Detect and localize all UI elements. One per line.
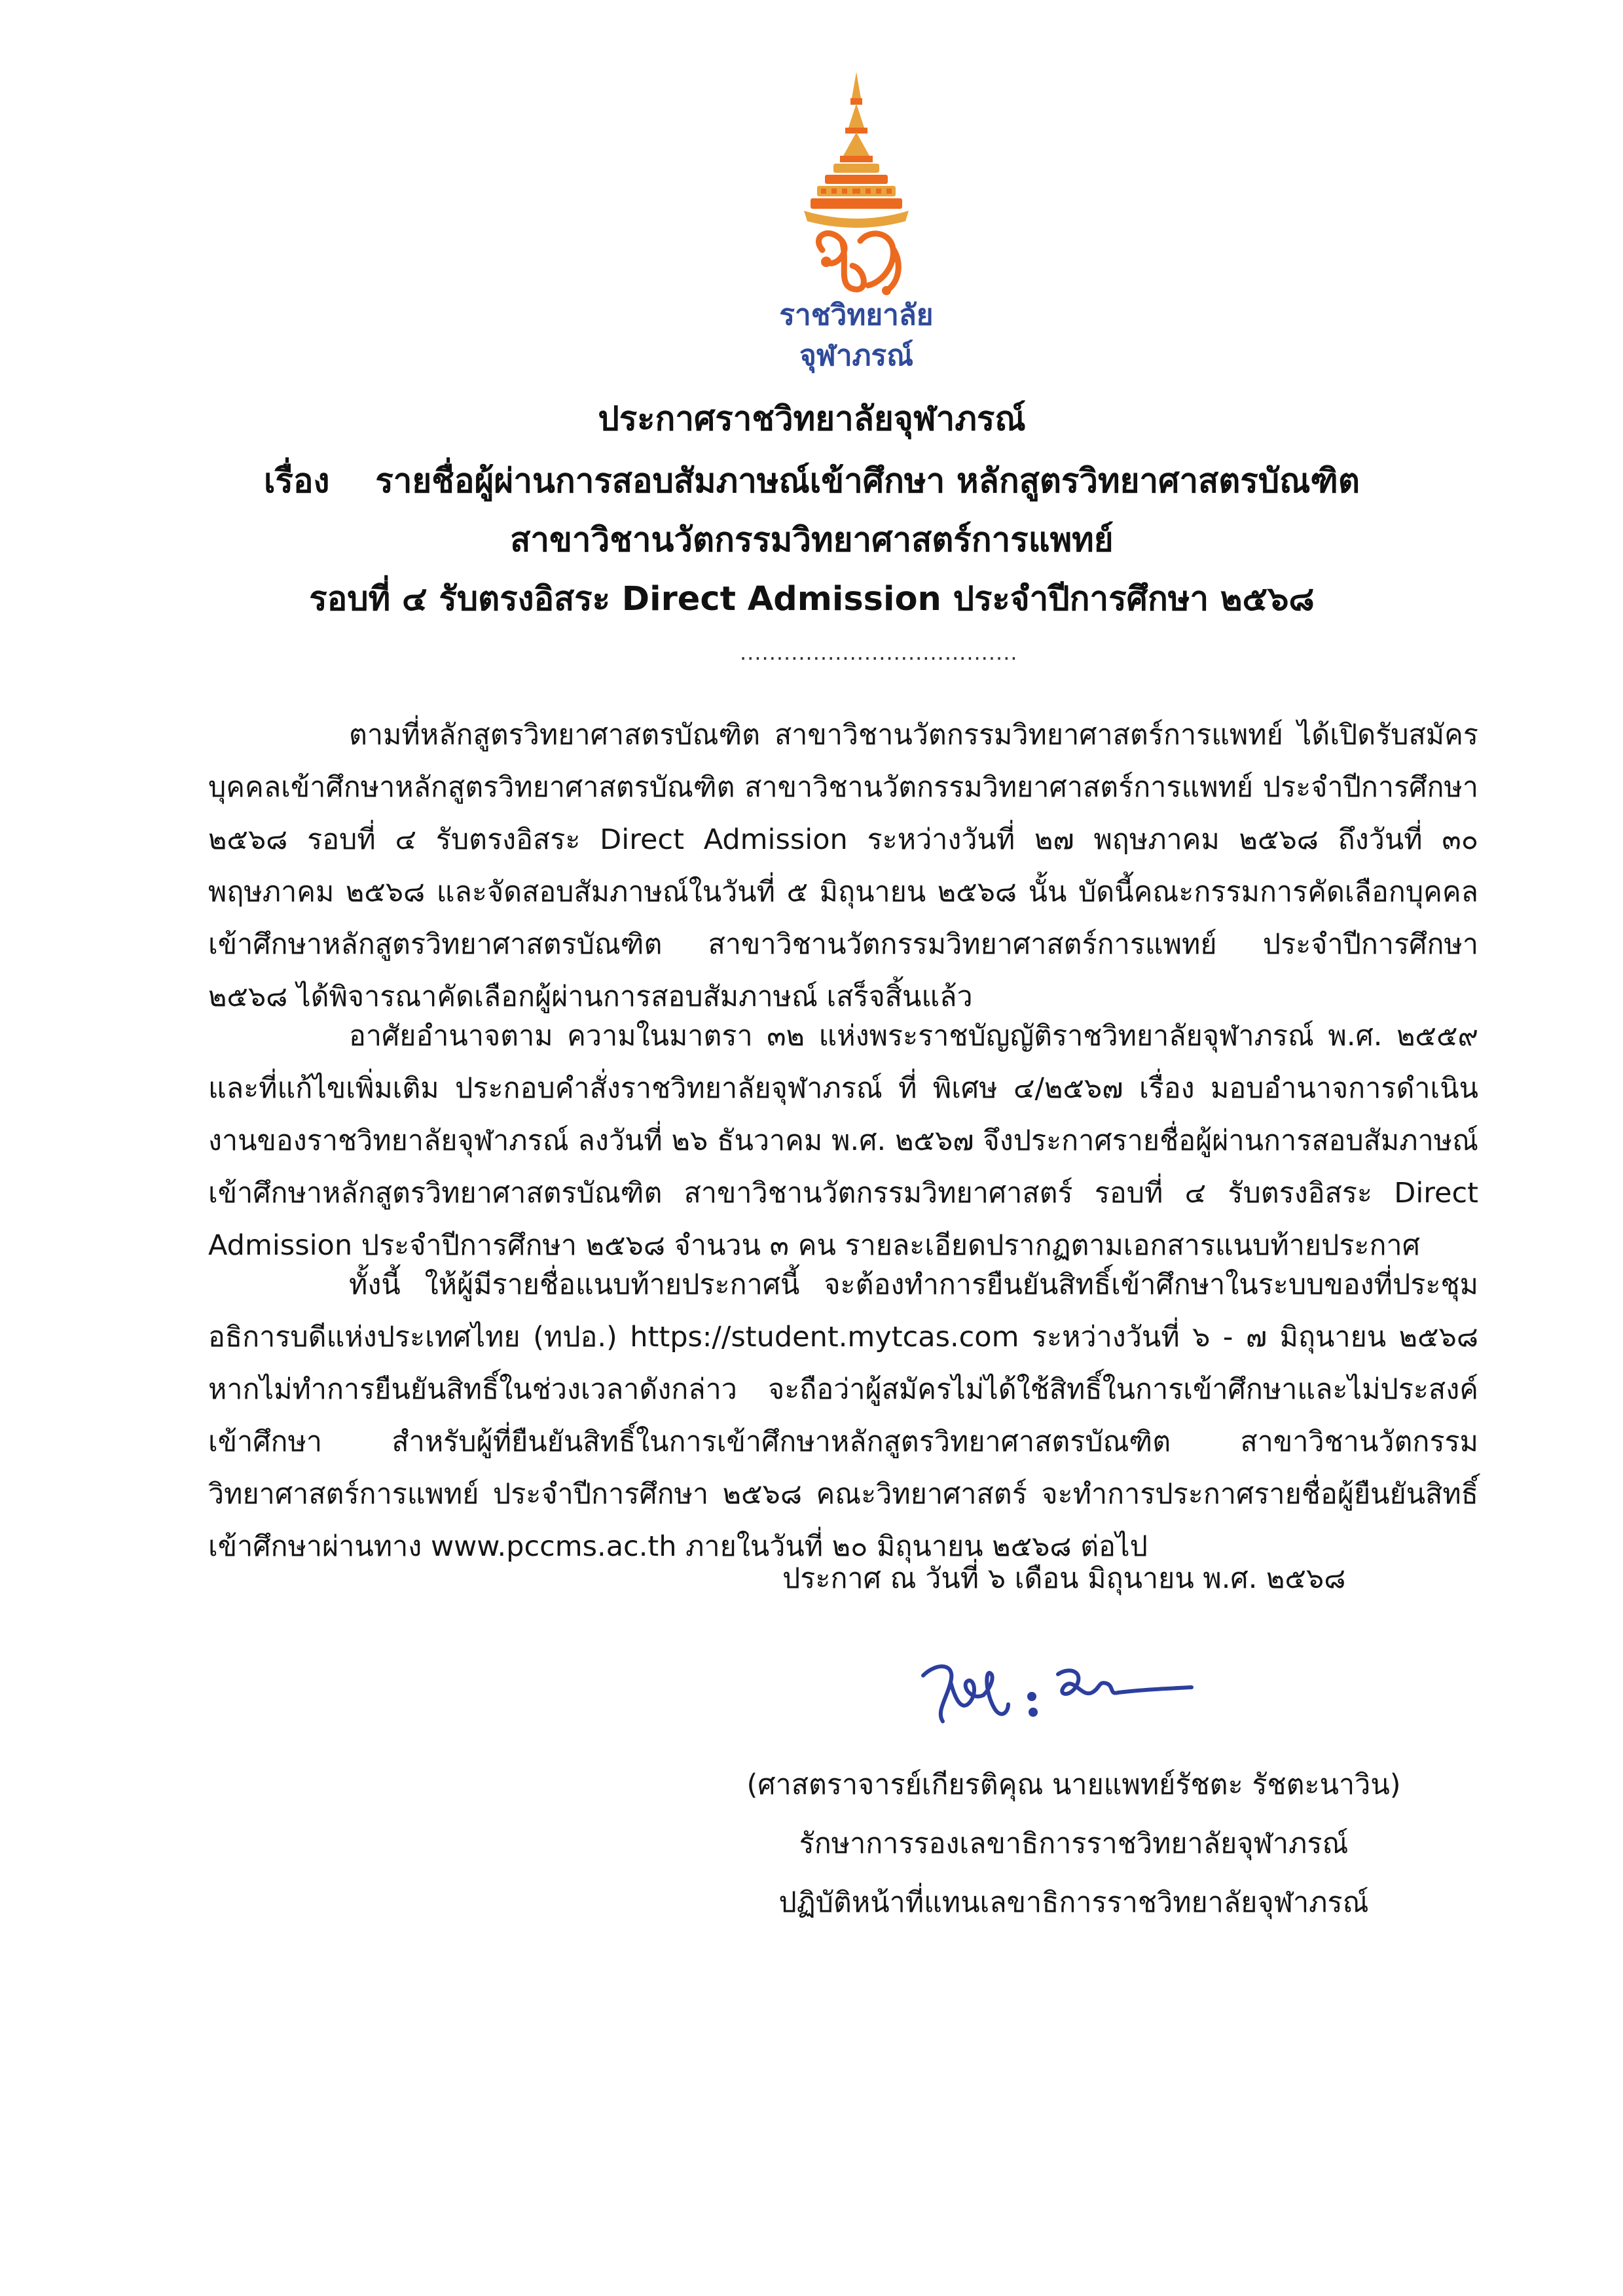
announcement-title: ประกาศราชวิทยาลัยจุฬาภรณ์	[598, 400, 1026, 439]
signer-position-1: รักษาการรองเลขาธิการราชวิทยาลัยจุฬาภรณ์	[799, 1827, 1349, 1860]
announcement-subject	[196, 461, 1427, 501]
subject-label: เรื่อง	[264, 462, 330, 501]
signer-name: (ศาสตราจารย์เกียรติคุณ นายแพทย์รัชตะ รัชตะนาวิน)	[746, 1768, 1401, 1801]
logo-text-line-2: จุฬาภรณ์	[799, 339, 914, 372]
signer-position-2: ปฏิบัติหน้าที่แทนเลขาธิการราชวิทยาลัยจุฬาภรณ์	[778, 1886, 1369, 1919]
body-paragraph-2: อาศัยอำนาจตาม ความในมาตรา ๓๒ แห่งพระราชบัญญัติราชวิทยาลัยจุฬาภรณ์ พ.ศ. ๒๕๕๙ และที่แก้ไขเพิ่มเติม ประกอบคำสั่งราชวิทยาลัยจุฬาภรณ์ ที่ พิเศษ ๔/๒๕๖๗ เรื่อง มอบอำนาจการดำเนินงานของราชวิทยาลัยจุฬาภรณ์ ลงวันที่ ๒๖ ธันวาคม พ.ศ. ๒๕๖๗ จึงประกาศรายชื่อผู้ผ่านการสอบสัมภาษณ์เข้าศึกษาหลักสูตรวิทยาศาสตรบัณฑิต สาขาวิชานวัตกรรมวิทยาศาสตร์ รอบที่ ๔ รับตรงอิสระ Direct Admission ประจำปีการศึกษา ๒๕๖๘ จำนวน ๓ คน รายละเอียดปรากฏตามเอกสารแนบท้ายประกาศ	[208, 1020, 1478, 1262]
announcement-date: ประกาศ ณ วันที่ ๖ เดือน มิถุนายน พ.ศ. ๒๕๖๘	[782, 1562, 1346, 1595]
crown-emblem-icon	[771, 72, 941, 298]
heading-separator: ......................................	[740, 640, 1018, 665]
department-heading: สาขาวิชานวัตกรรมวิทยาศาสตร์การแพทย์	[510, 521, 1114, 560]
subject-text: รายชื่อผู้ผ่านการสอบสัมภาษณ์เข้าศึกษา หลักสูตรวิทยาศาสตรบัณฑิต	[375, 462, 1360, 501]
body-paragraph-3: ทั้งนี้ ให้ผู้มีรายชื่อแนบท้ายประกาศนี้ จะต้องทำการยืนยันสิทธิ์เข้าศึกษาในระบบของที่ประชุมอธิการบดีแห่งประเทศไทย (ทปอ.) https://student.mytcas.com ระหว่างวันที่ ๖ - ๗ มิถุนายน ๒๕๖๘ หากไม่ทำการยืนยันสิทธิ์ในช่วงเวลาดังกล่าว จะถือว่าผู้สมัครไม่ได้ใช้สิทธิ์ในการเข้าศึกษาและไม่ประสงค์เข้าศึกษา สำหรับผู้ที่ยืนยันสิทธิ์ในการเข้าศึกษาหลักสูตรวิทยาศาสตรบัณฑิต สาขาวิชานวัตกรรมวิทยาศาสตร์การแพทย์ ประจำปีการศึกษา ๒๕๖๘ คณะวิทยาศาสตร์ จะทำการประกาศรายชื่อผู้ยืนยันสิทธิ์เข้าศึกษาผ่านทาง www.pccms.ac.th ภายในวันที่ ๒๐ มิถุนายน ๒๕๖๘ ต่อไป	[208, 1268, 1478, 1563]
handwritten-signature	[910, 1649, 1205, 1734]
logo-text-line-1: ราชวิทยาลัย	[779, 298, 934, 332]
round-heading: รอบที่ ๔ รับตรงอิสระ Direct Admission ประจำปีการศึกษา ๒๕๖๘	[309, 580, 1315, 619]
body-paragraph-1: ตามที่หลักสูตรวิทยาศาสตรบัณฑิต สาขาวิชานวัตกรรมวิทยาศาสตร์การแพทย์ ได้เปิดรับสมัครบุคคลเข้าศึกษาหลักสูตรวิทยาศาสตรบัณฑิต สาขาวิชานวัตกรรมวิทยาศาสตร์การแพทย์ ประจำปีการศึกษา ๒๕๖๘ รอบที่ ๔ รับตรงอิสระ Direct Admission ระหว่างวันที่ ๒๗ พฤษภาคม ๒๕๖๘ ถึงวันที่ ๓๐ พฤษภาคม ๒๕๖๘ และจัดสอบสัมภาษณ์ในวันที่ ๕ มิถุนายน ๒๕๖๘ นั้น บัดนี้คณะกรรมการคัดเลือกบุคคลเข้าศึกษาหลักสูตรวิทยาศาสตรบัณฑิต สาขาวิชานวัตกรรมวิทยาศาสตร์การแพทย์ ประจำปีการศึกษา ๒๕๖๘ ได้พิจารณาคัดเลือกผู้ผ่านการสอบสัมภาษณ์ เสร็จสิ้นแล้ว	[208, 719, 1478, 1013]
college-logo	[771, 72, 941, 380]
